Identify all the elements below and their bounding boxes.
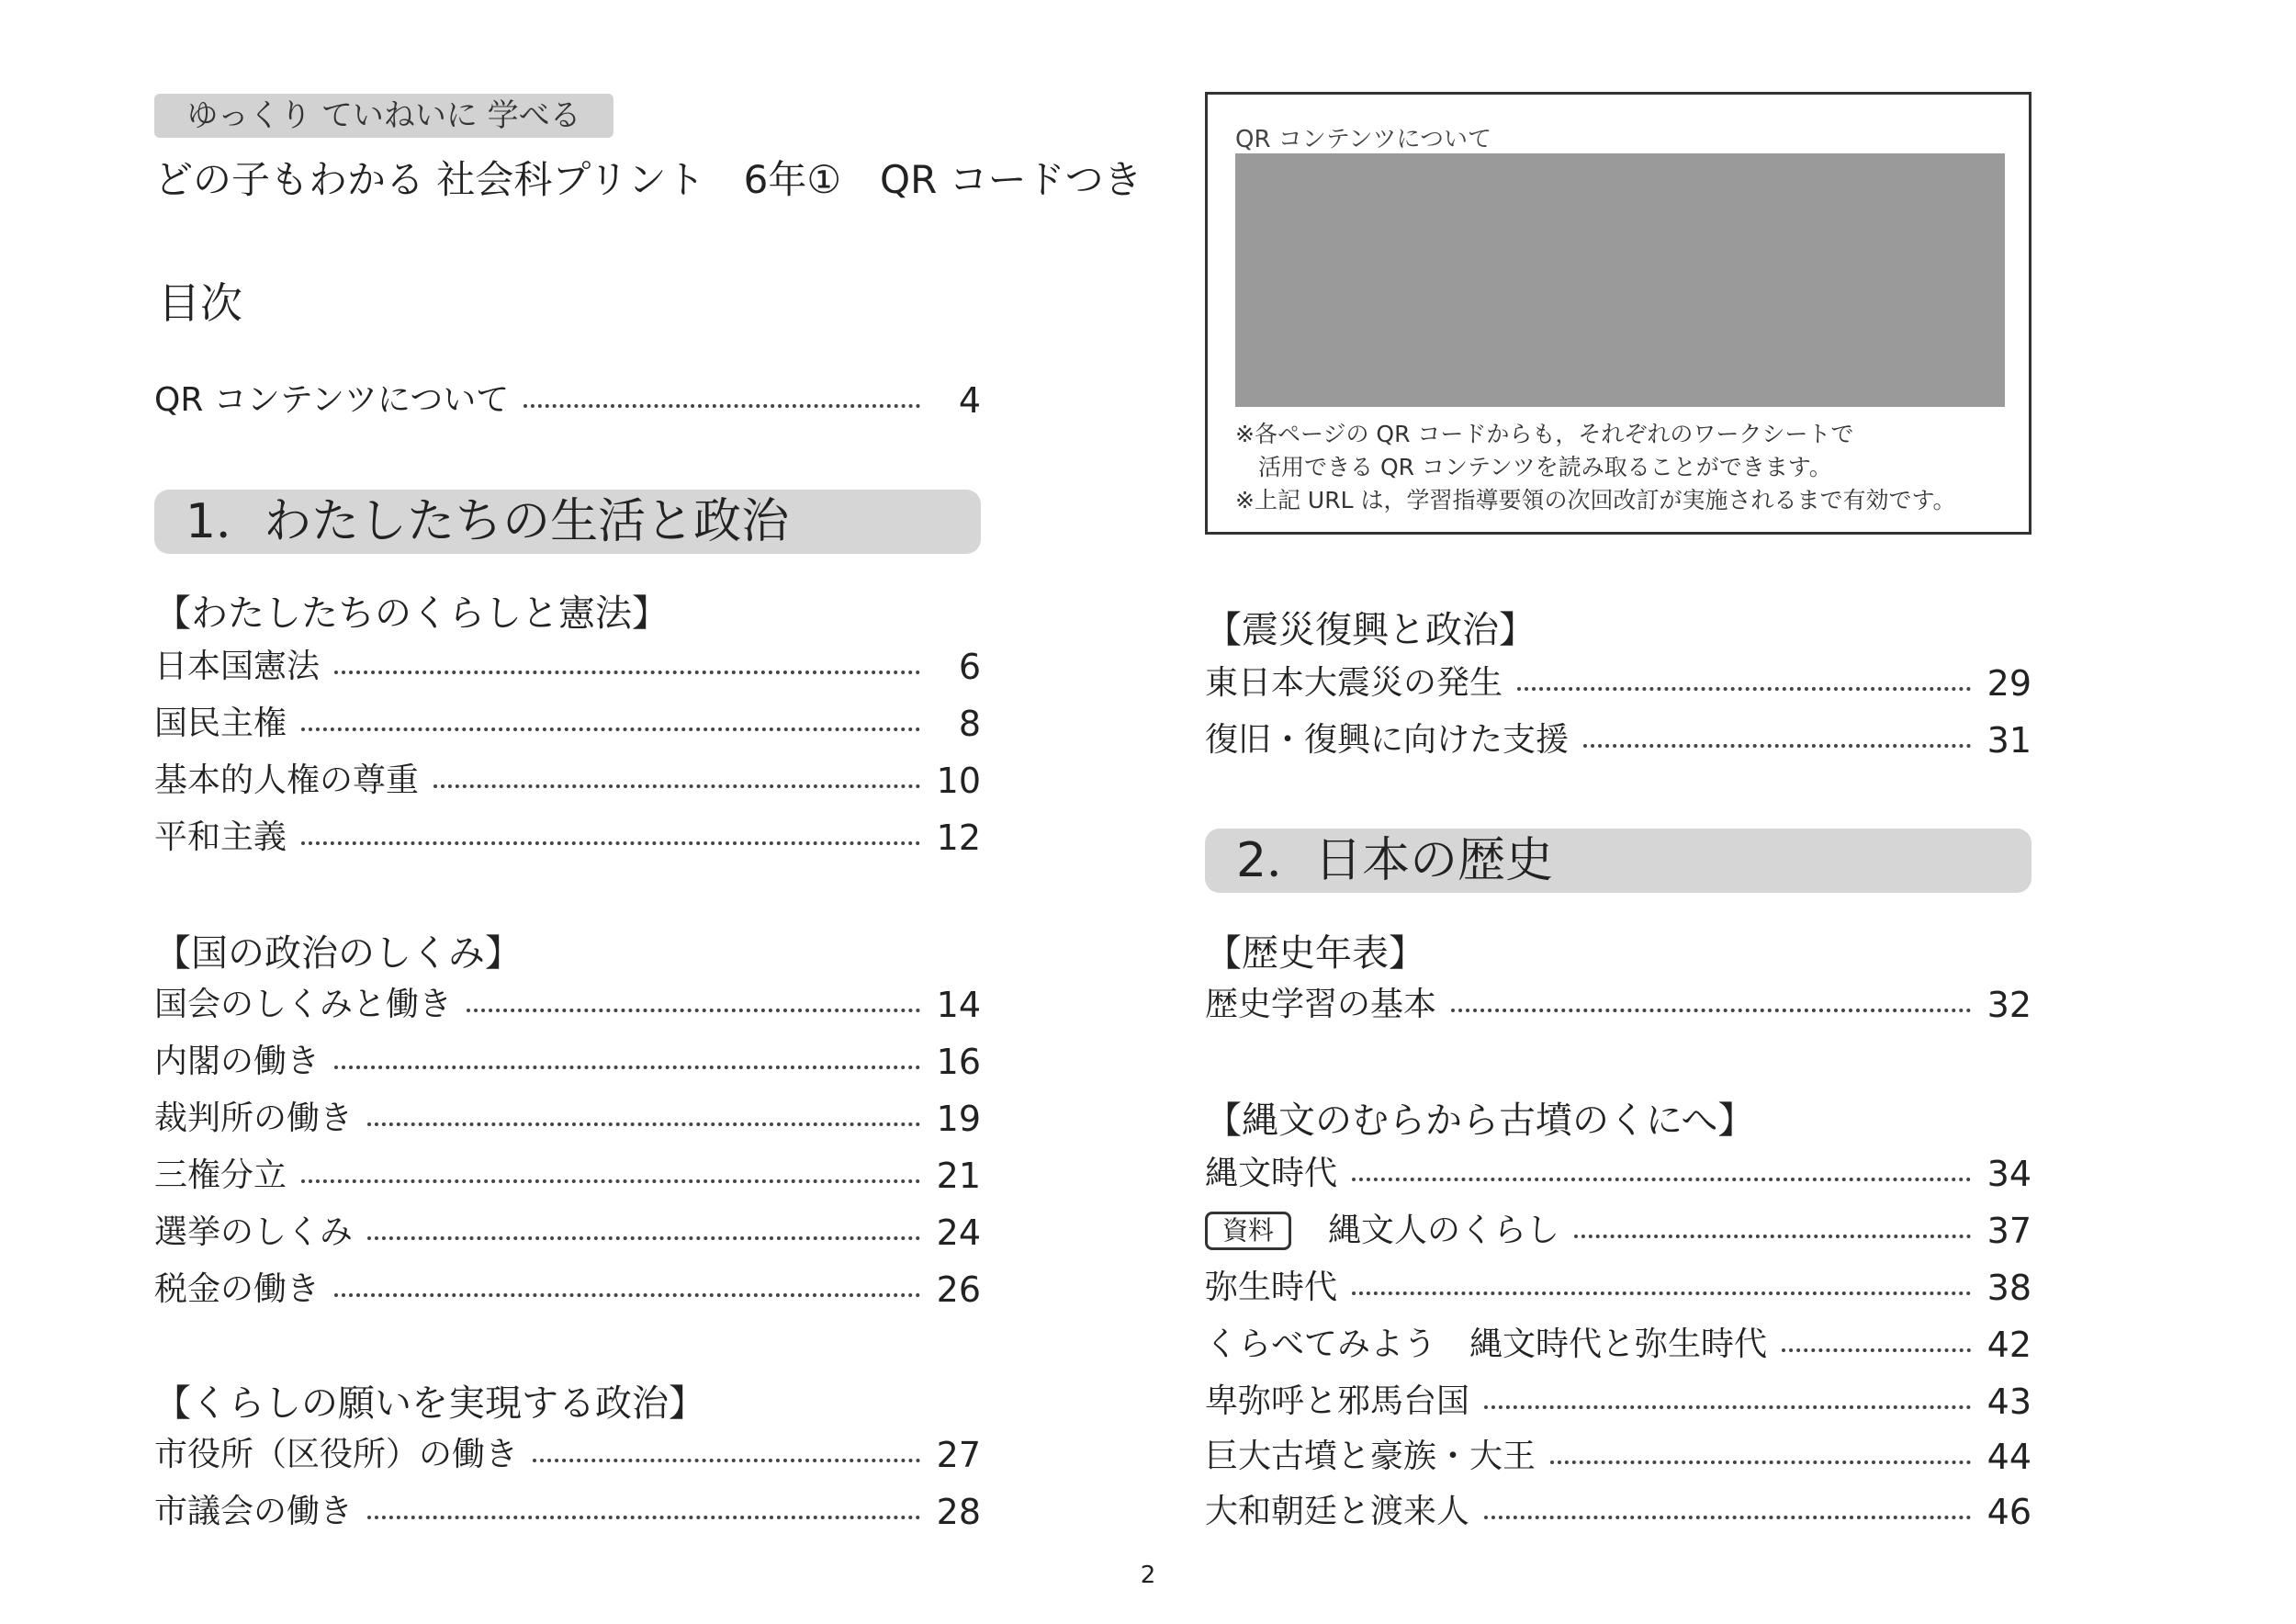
toc-entry[interactable] xyxy=(154,1486,981,1538)
toc-entry[interactable] xyxy=(154,812,981,863)
dot-leader xyxy=(301,1179,920,1183)
chapter-2-header: 2．日本の歴史 xyxy=(1205,829,2032,893)
dot-leader xyxy=(334,671,920,674)
toc-entry[interactable] xyxy=(1205,658,2032,709)
toc-entry-page: 44 xyxy=(1986,1437,2032,1477)
qr-contents-box xyxy=(1205,92,2032,535)
toc-entry-label: 巨大古墳と豪族・大王 xyxy=(1205,1438,1536,1475)
toc-entry-label: 大和朝廷と渡来人 xyxy=(1205,1493,1470,1530)
dot-leader xyxy=(334,1293,920,1297)
toc-entry-page: 34 xyxy=(1986,1154,2032,1194)
toc-entry-label: 日本国憲法 xyxy=(154,648,321,685)
toc-entry-page: 19 xyxy=(936,1099,981,1139)
toc-entry-page: 4 xyxy=(958,380,981,421)
toc-entry-label: 税金の働き xyxy=(154,1270,321,1308)
toc-entry[interactable] xyxy=(154,755,981,806)
page-number: 2 xyxy=(1140,1562,1156,1589)
toc-entry-page: 29 xyxy=(1986,663,2032,704)
toc-entry-label: 選挙のしくみ xyxy=(154,1213,354,1251)
toc-entry-page: 38 xyxy=(1986,1268,2032,1308)
chapter-1-header: 1．わたしたちの生活と政治 xyxy=(154,490,981,554)
toc-entry-label: QR コンテンツについて xyxy=(154,381,510,419)
dot-leader xyxy=(1484,1516,1971,1519)
qr-note: ※上記 URL は，学習指導要領の次回改訂が実施されるまで有効です。 xyxy=(1235,487,1956,513)
dot-leader xyxy=(1782,1348,1971,1352)
toc-entry-page: 21 xyxy=(936,1156,981,1196)
toc-entry-page: 16 xyxy=(936,1042,981,1082)
section-heading: 【わたしたちのくらしと憲法】 xyxy=(154,592,669,635)
toc-entry-label: くらべてみよう 縄文時代と弥生時代 xyxy=(1205,1325,1768,1363)
toc-entry[interactable] xyxy=(1205,715,2032,766)
toc-entry[interactable] xyxy=(154,979,981,1031)
dot-leader xyxy=(367,1516,920,1519)
toc-entry[interactable] xyxy=(154,1429,981,1481)
dot-leader xyxy=(523,404,920,408)
qr-note: ※各ページの QR コードからも，それぞれのワークシートで xyxy=(1235,421,1854,447)
dot-leader xyxy=(367,1236,920,1240)
dot-leader xyxy=(1484,1405,1971,1409)
dot-leader xyxy=(433,784,920,788)
toc-entry-label: 国民主権 xyxy=(154,705,287,742)
toc-entry[interactable] xyxy=(154,1207,981,1258)
book-title: どの子もわかる 社会科プリント 6年① QR コードつき xyxy=(154,157,1142,202)
toc-entry-page: 6 xyxy=(958,647,981,687)
toc-entry-page: 43 xyxy=(1986,1382,2032,1422)
toc-entry-page: 42 xyxy=(1986,1325,2032,1365)
toc-entry-page: 14 xyxy=(936,985,981,1025)
toc-entry[interactable] xyxy=(1205,1486,2032,1538)
toc-entry[interactable] xyxy=(154,1093,981,1145)
toc-entry-label: 三権分立 xyxy=(154,1156,287,1194)
section-heading: 【歴史年表】 xyxy=(1205,932,1425,975)
toc-entry[interactable] xyxy=(154,1150,981,1201)
qr-code-image[interactable] xyxy=(1235,153,2005,407)
material-badge: 資料 xyxy=(1205,1212,1291,1250)
toc-entry-label: 基本的人権の尊重 xyxy=(154,761,420,799)
dot-leader xyxy=(367,1122,920,1126)
toc-entry-page: 32 xyxy=(1986,985,2032,1025)
toc-entry-label: 国会のしくみと働き xyxy=(154,986,453,1023)
dot-leader xyxy=(1352,1291,1971,1295)
toc-heading: 目次 xyxy=(158,278,242,328)
dot-leader xyxy=(1517,687,1971,691)
toc-entry-label: 弥生時代 xyxy=(1205,1269,1338,1306)
toc-entry[interactable] xyxy=(154,698,981,750)
dot-leader xyxy=(1583,744,1971,748)
toc-entry-page: 31 xyxy=(1986,720,2032,761)
toc-entry-page: 24 xyxy=(936,1212,981,1253)
dot-leader xyxy=(301,841,920,845)
dot-leader xyxy=(533,1459,920,1462)
section-heading: 【国の政治のしくみ】 xyxy=(154,932,522,975)
dot-leader xyxy=(1352,1178,1971,1181)
toc-entry-page: 12 xyxy=(936,818,981,858)
toc-entry-label: 縄文時代 xyxy=(1205,1155,1338,1192)
toc-entry-page: 28 xyxy=(936,1492,981,1532)
toc-entry[interactable] xyxy=(1205,1319,2032,1370)
toc-entry[interactable] xyxy=(154,1036,981,1088)
toc-entry[interactable] xyxy=(154,641,981,693)
toc-entry-page: 8 xyxy=(958,704,981,744)
toc-entry-label: 市役所（区役所）の働き xyxy=(154,1436,519,1473)
toc-entry[interactable] xyxy=(1205,979,2032,1031)
toc-entry[interactable] xyxy=(1205,1376,2032,1427)
toc-entry[interactable] xyxy=(1205,1148,2032,1200)
dot-leader xyxy=(334,1066,920,1069)
qr-note: 活用できる QR コンテンツを読み取ることができます。 xyxy=(1235,454,1832,480)
qr-box-title: QR コンテンツについて xyxy=(1235,126,1491,153)
section-heading: 【縄文のむらから古墳のくにへ】 xyxy=(1205,1100,1755,1142)
toc-entry-label: 裁判所の働き xyxy=(154,1100,354,1137)
dot-leader xyxy=(1451,1009,1971,1012)
toc-entry-label: 復旧・復興に向けた支援 xyxy=(1205,721,1570,759)
dot-leader xyxy=(467,1009,920,1012)
toc-entry[interactable] xyxy=(154,1264,981,1315)
section-heading: 【くらしの願いを実現する政治】 xyxy=(154,1382,705,1425)
toc-entry-qr[interactable] xyxy=(154,375,981,426)
toc-entry[interactable] xyxy=(1205,1431,2032,1483)
toc-entry[interactable] xyxy=(1205,1262,2032,1314)
dot-leader xyxy=(301,727,920,731)
toc-entry-label: 縄文人のくらし xyxy=(1328,1212,1560,1249)
toc-entry-page: 26 xyxy=(936,1269,981,1310)
toc-entry-label: 卑弥呼と邪馬台国 xyxy=(1205,1382,1470,1420)
toc-entry-page: 37 xyxy=(1986,1211,2032,1251)
section-heading: 【震災復興と政治】 xyxy=(1205,609,1536,651)
toc-entry-label: 平和主義 xyxy=(154,818,287,856)
toc-entry-label: 歴史学習の基本 xyxy=(1205,986,1437,1023)
toc-entry-label: 東日本大震災の発生 xyxy=(1205,664,1503,702)
toc-entry-label: 市議会の働き xyxy=(154,1493,354,1530)
toc-entry-page: 10 xyxy=(936,761,981,801)
toc-entry-page: 46 xyxy=(1986,1492,2032,1532)
toc-entry-page: 27 xyxy=(936,1435,981,1475)
toc-entry[interactable] xyxy=(1205,1205,2032,1257)
series-label: ゆっくり ていねいに 学べる xyxy=(154,94,613,138)
toc-entry-label: 内閣の働き xyxy=(154,1043,321,1080)
dot-leader xyxy=(1574,1235,1971,1238)
dot-leader xyxy=(1550,1460,1971,1464)
